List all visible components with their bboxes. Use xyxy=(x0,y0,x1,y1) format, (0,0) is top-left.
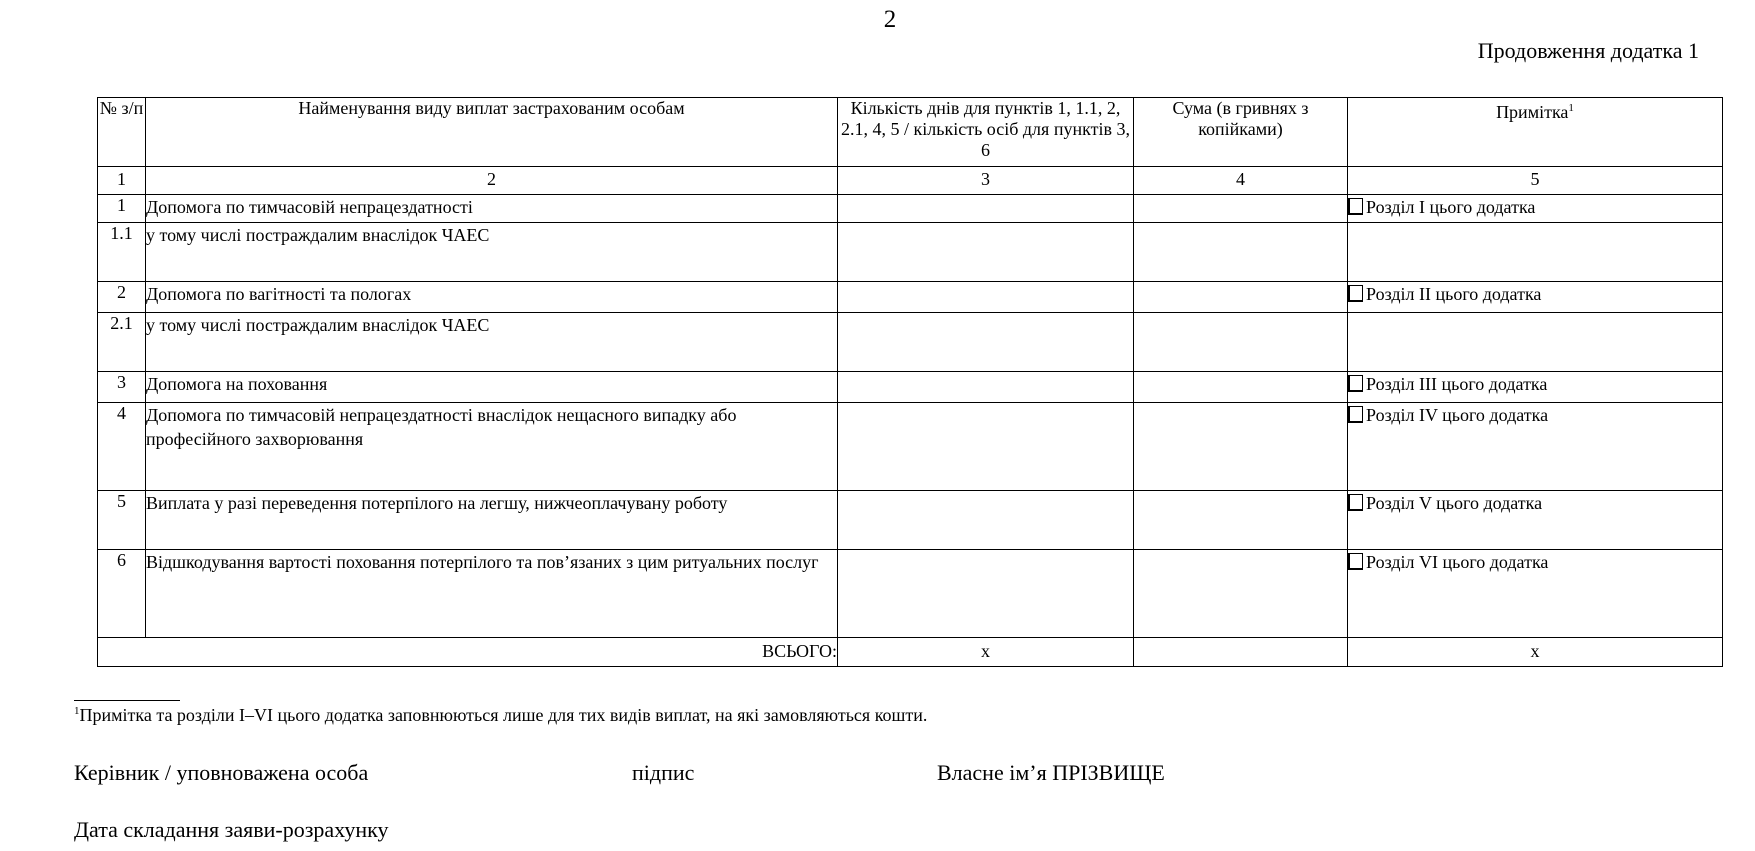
row-sum-cell[interactable] xyxy=(1134,550,1348,638)
row-note-cell xyxy=(1348,313,1723,372)
table-row xyxy=(98,313,1723,372)
table-row xyxy=(98,223,1723,282)
row-sum-cell[interactable] xyxy=(1134,223,1348,282)
footnote xyxy=(74,705,927,726)
checkbox[interactable] xyxy=(1348,375,1363,392)
row-number: 2 xyxy=(98,282,146,313)
signatory-name-label: Власне ім’я ПРІЗВИЩЕ xyxy=(937,760,1165,785)
continuation-title: Продовження додатка 1 xyxy=(1477,38,1699,63)
row-number: 1 xyxy=(98,195,146,223)
table-row xyxy=(98,403,1723,491)
row-days-cell[interactable] xyxy=(838,195,1134,223)
row-number: 6 xyxy=(98,550,146,638)
table-row xyxy=(98,195,1723,223)
total-sum-cell[interactable] xyxy=(1134,638,1348,667)
row-days-cell[interactable] xyxy=(838,282,1134,313)
col-number: 2 xyxy=(146,167,838,195)
table-row xyxy=(98,282,1723,313)
row-name: Допомога на поховання xyxy=(146,372,838,403)
row-note-label: Розділ ІІІ цього додатка xyxy=(1366,374,1548,394)
row-number: 5 xyxy=(98,491,146,550)
row-name: Допомога по вагітності та пологах xyxy=(146,282,838,313)
row-days-cell[interactable] xyxy=(838,313,1134,372)
row-name: Виплата у разі переведення потерпілого на легшу, нижчеоплачувану роботу xyxy=(146,491,838,550)
signatory-role: Керівник / уповноважена особа xyxy=(74,760,369,785)
row-note-label: Розділ V цього додатка xyxy=(1366,493,1543,513)
row-days-cell[interactable] xyxy=(838,223,1134,282)
row-days-cell[interactable] xyxy=(838,491,1134,550)
row-sum-cell[interactable] xyxy=(1134,491,1348,550)
row-number: 4 xyxy=(98,403,146,491)
row-note xyxy=(1348,195,1723,223)
row-number: 3 xyxy=(98,372,146,403)
row-sum-cell[interactable] xyxy=(1134,403,1348,491)
header-note xyxy=(1348,98,1723,167)
col-number: 4 xyxy=(1134,167,1348,195)
row-number: 2.1 xyxy=(98,313,146,372)
table-row xyxy=(98,491,1723,550)
signature-label: підпис xyxy=(632,760,695,785)
checkbox[interactable] xyxy=(1348,198,1363,215)
footnote-text: Примітка та розділи І–VІ цього додатка заповнюються лише для тих видів виплат, на які замовляються кошти. xyxy=(79,705,928,725)
row-name: у тому числі постраждалим внаслідок ЧАЕС xyxy=(146,313,838,372)
col-number: 1 xyxy=(98,167,146,195)
row-sum-cell[interactable] xyxy=(1134,282,1348,313)
row-number: 1.1 xyxy=(98,223,146,282)
header-row xyxy=(98,98,1723,167)
header-sum: Сума (в гривнях з копійками) xyxy=(1134,98,1348,167)
row-note xyxy=(1348,491,1723,550)
row-days-cell[interactable] xyxy=(838,550,1134,638)
footnote-marker: 1 xyxy=(74,705,80,717)
row-days-cell[interactable] xyxy=(838,403,1134,491)
row-name: Допомога по тимчасовій непрацездатності внаслідок нещасного випадку або професійного захворювання xyxy=(146,403,838,491)
row-note-label: Розділ ІV цього додатка xyxy=(1366,405,1549,425)
row-sum-cell[interactable] xyxy=(1134,195,1348,223)
row-name: Відшкодування вартості поховання потерпілого та пов’язаних з цим ритуальних послуг xyxy=(146,550,838,638)
col-number: 5 xyxy=(1348,167,1723,195)
checkbox[interactable] xyxy=(1348,285,1363,302)
row-note-label: Розділ VІ цього додатка xyxy=(1366,552,1549,572)
row-note-label: Розділ І цього додатка xyxy=(1366,197,1536,217)
table-row xyxy=(98,372,1723,403)
row-name: Допомога по тимчасовій непрацездатності xyxy=(146,195,838,223)
row-sum-cell[interactable] xyxy=(1134,372,1348,403)
table-row xyxy=(98,550,1723,638)
row-days-cell[interactable] xyxy=(838,372,1134,403)
row-note xyxy=(1348,282,1723,313)
header-days: Кількість днів для пунктів 1, 1.1, 2, 2.1, 4, 5 / кількість осіб для пунктів 3, 6 xyxy=(838,98,1134,167)
row-sum-cell[interactable] xyxy=(1134,313,1348,372)
row-note-label: Розділ ІІ цього додатка xyxy=(1366,284,1542,304)
payments-table xyxy=(97,97,1723,667)
header-name: Найменування виду виплат застрахованим особам xyxy=(146,98,838,167)
footnote-divider xyxy=(74,700,180,701)
col-number: 3 xyxy=(838,167,1134,195)
row-note xyxy=(1348,403,1723,491)
row-note xyxy=(1348,550,1723,638)
page-number: 2 xyxy=(883,6,897,33)
row-name: у тому числі постраждалим внаслідок ЧАЕС xyxy=(146,223,838,282)
date-label: Дата складання заяви-розрахунку xyxy=(74,817,389,842)
row-note-cell xyxy=(1348,223,1723,282)
footnote-ref: 1 xyxy=(1568,102,1574,114)
total-row xyxy=(98,638,1723,667)
header-num: № з/п xyxy=(98,98,146,167)
checkbox[interactable] xyxy=(1348,494,1363,511)
total-days: x xyxy=(838,638,1134,667)
column-number-row xyxy=(98,167,1723,195)
total-label: ВСЬОГО: xyxy=(98,638,838,667)
total-note: x xyxy=(1348,638,1723,667)
checkbox[interactable] xyxy=(1348,553,1363,570)
header-note-label: Примітка xyxy=(1496,102,1569,122)
row-note xyxy=(1348,372,1723,403)
checkbox[interactable] xyxy=(1348,406,1363,423)
